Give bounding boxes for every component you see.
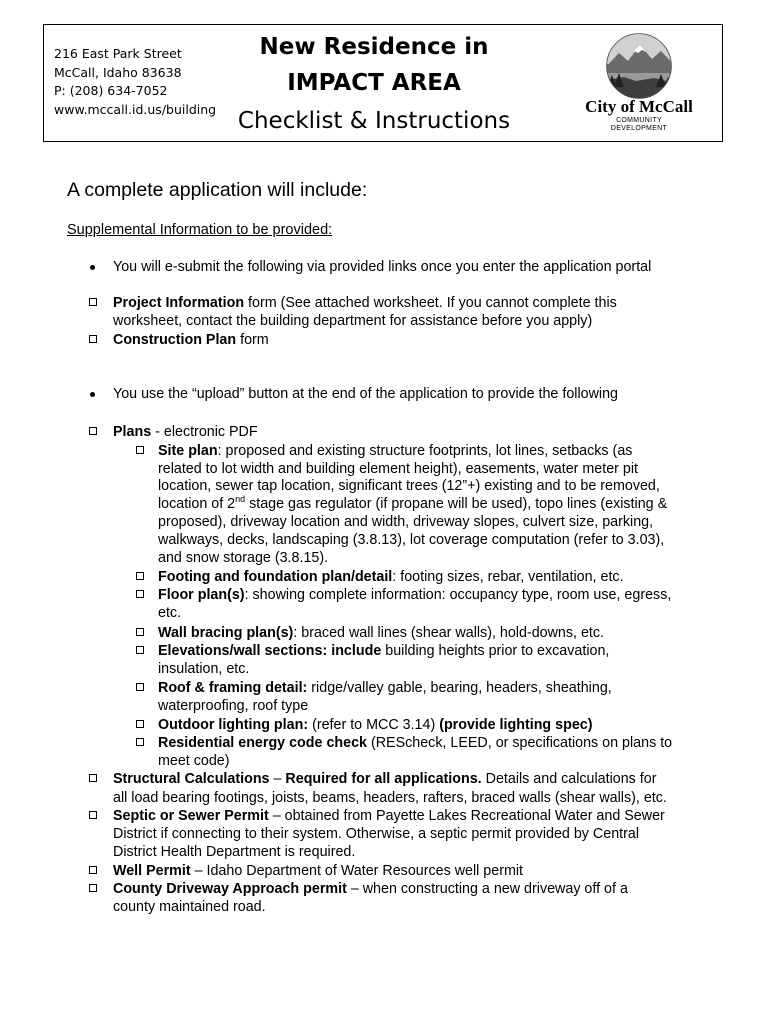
site-plan-line-4: [158, 495, 667, 513]
item-site-plan: [158, 442, 632, 460]
label: Plans: [113, 424, 152, 440]
address-city: McCall, Idaho 83638: [54, 64, 182, 80]
site-plan-line-7: and snow storage (3.8.15).: [158, 550, 329, 566]
address-website: www.mccall.id.us/building: [54, 101, 217, 117]
text: : proposed and existing structure footprints, lot lines, setbacks (as: [217, 443, 633, 459]
title-line-2: IMPACT AREA: [287, 70, 461, 96]
label-required: Required for all applications.: [285, 771, 482, 787]
label-include: include: [327, 643, 382, 659]
header-box: [43, 24, 723, 142]
elevations-cont: insulation, etc.: [158, 661, 250, 677]
address-phone: P: (208) 634-7052: [54, 83, 168, 98]
label: Septic or Sewer Permit: [113, 808, 269, 824]
checkbox-floor-plan[interactable]: [136, 590, 144, 598]
checkbox-project-information[interactable]: [89, 298, 97, 306]
text: : showing complete information: occupancy type, room use, egress,: [244, 587, 672, 603]
site-plan-line-5: proposed), driveway location and width, driveway slopes, culvert size, parking,: [158, 514, 654, 530]
superscript: nd: [235, 494, 246, 505]
bullet-esubmit: You will e-submit the following via provided links once you enter the application portal: [113, 259, 652, 275]
checkbox-plans[interactable]: [89, 427, 97, 435]
text: –: [269, 771, 286, 787]
checkbox-energy[interactable]: [136, 738, 144, 746]
item-floor-plan: [158, 586, 671, 604]
item-footing: [158, 568, 624, 586]
item-roof: [158, 679, 612, 697]
label: Roof & framing detail:: [158, 680, 308, 696]
septic-cont-2: District Health Department is required.: [113, 844, 356, 860]
text: - electronic PDF: [151, 424, 258, 440]
item-project-information-cont: worksheet, contact the building department for assistance before you apply): [113, 313, 593, 329]
item-driveway: [113, 880, 628, 898]
bullet-upload: You use the “upload” button at the end of the application to provide the following: [113, 386, 618, 402]
bullet-dot: [90, 265, 95, 270]
item-wall-bracing: [158, 624, 604, 642]
checkbox-footing[interactable]: [136, 572, 144, 580]
label: County Driveway Approach permit: [113, 881, 347, 897]
text: form: [236, 332, 269, 348]
label: Residential energy code check: [158, 735, 367, 751]
checkbox-site-plan[interactable]: [136, 446, 144, 454]
site-plan-line-6: walkways, decks, landscaping (3.8.13), lot coverage computation (refer to 3.03),: [158, 532, 665, 548]
driveway-cont: county maintained road.: [113, 899, 266, 915]
item-septic: [113, 807, 665, 825]
label: Footing and foundation plan/detail: [158, 569, 393, 585]
checkbox-driveway[interactable]: [89, 884, 97, 892]
energy-cont: meet code): [158, 753, 230, 769]
label: Construction Plan: [113, 332, 237, 348]
label: Outdoor lighting plan:: [158, 717, 309, 733]
city-logo: [564, 31, 714, 135]
label: Floor plan(s): [158, 587, 245, 603]
label: Structural Calculations: [113, 771, 270, 787]
structural-cont: all load bearing footings, joists, beams, headers, rafters, braced walls (shear walls), etc.: [113, 790, 667, 806]
checkbox-construction-plan[interactable]: [89, 335, 97, 343]
text: building heights prior to excavation,: [381, 643, 610, 659]
checkbox-structural[interactable]: [89, 774, 97, 782]
address-street: 216 East Park Street: [54, 46, 182, 61]
bullet-dot: [90, 392, 95, 397]
item-project-information: [113, 294, 617, 312]
label: Project Information: [113, 295, 245, 311]
title-line-1: New Residence in: [259, 34, 489, 60]
checkbox-septic[interactable]: [89, 811, 97, 819]
logo-city-name: City of McCall: [585, 97, 693, 116]
item-lighting: [158, 716, 593, 734]
title-line-3: Checklist & Instructions: [237, 108, 511, 134]
text: ridge/valley gable, bearing, headers, sheathing,: [307, 680, 612, 696]
checkbox-well[interactable]: [89, 866, 97, 874]
text: – obtained from Payette Lakes Recreational Water and Sewer: [268, 808, 665, 824]
intro-heading: A complete application will include:: [67, 179, 368, 201]
label: Elevations/wall sections:: [158, 643, 328, 659]
checkbox-elevations[interactable]: [136, 646, 144, 654]
text: (refer to MCC 3.14): [308, 717, 440, 733]
mountain-lake-icon: [564, 31, 714, 99]
item-energy: [158, 734, 672, 752]
checkbox-wall-bracing[interactable]: [136, 628, 144, 636]
site-plan-line-3: location, sewer tap location, significant trees (12”+) existing and to be removed,: [158, 478, 660, 494]
text: Details and calculations for: [481, 771, 657, 787]
supplemental-heading: Supplemental Information to be provided:: [67, 222, 333, 238]
label-spec: (provide lighting spec): [439, 717, 593, 733]
item-plans: [113, 423, 258, 441]
item-well: [113, 862, 523, 880]
label: Well Permit: [113, 863, 191, 879]
title-block: [224, 27, 524, 140]
checkbox-roof[interactable]: [136, 683, 144, 691]
roof-cont: waterproofing, roof type: [158, 698, 309, 714]
checkbox-lighting[interactable]: [136, 720, 144, 728]
label: Wall bracing plan(s): [158, 625, 294, 641]
logo-sub-development: DEVELOPMENT: [610, 125, 668, 132]
site-plan-line-2: related to lot width and building element height), easements, water meter pit: [158, 461, 639, 477]
logo-subtitle: [564, 117, 714, 133]
text: – Idaho Department of Water Resources well permit: [190, 863, 524, 879]
septic-cont-1: District if connecting to their system. Otherwise, a septic permit provided by Central: [113, 826, 640, 842]
text: form (See attached worksheet. If you cannot complete this: [244, 295, 617, 311]
text: – when constructing a new driveway off of a: [346, 881, 628, 897]
text: stage gas regulator (if propane will be used), topo lines (existing &: [245, 496, 668, 512]
label: Site plan: [158, 443, 218, 459]
item-structural: [113, 770, 657, 788]
floor-plan-cont: etc.: [158, 605, 182, 621]
logo-sub-community: COMMUNITY: [616, 117, 662, 124]
item-elevations: [158, 642, 609, 660]
text: location of 2: [158, 496, 236, 512]
address-block: [54, 45, 216, 119]
text: (REScheck, LEED, or specifications on plans to: [366, 735, 673, 751]
item-construction-plan: [113, 331, 269, 349]
text: : footing sizes, rebar, ventilation, etc.: [392, 569, 624, 585]
text: : braced wall lines (shear walls), hold-downs, etc.: [293, 625, 605, 641]
